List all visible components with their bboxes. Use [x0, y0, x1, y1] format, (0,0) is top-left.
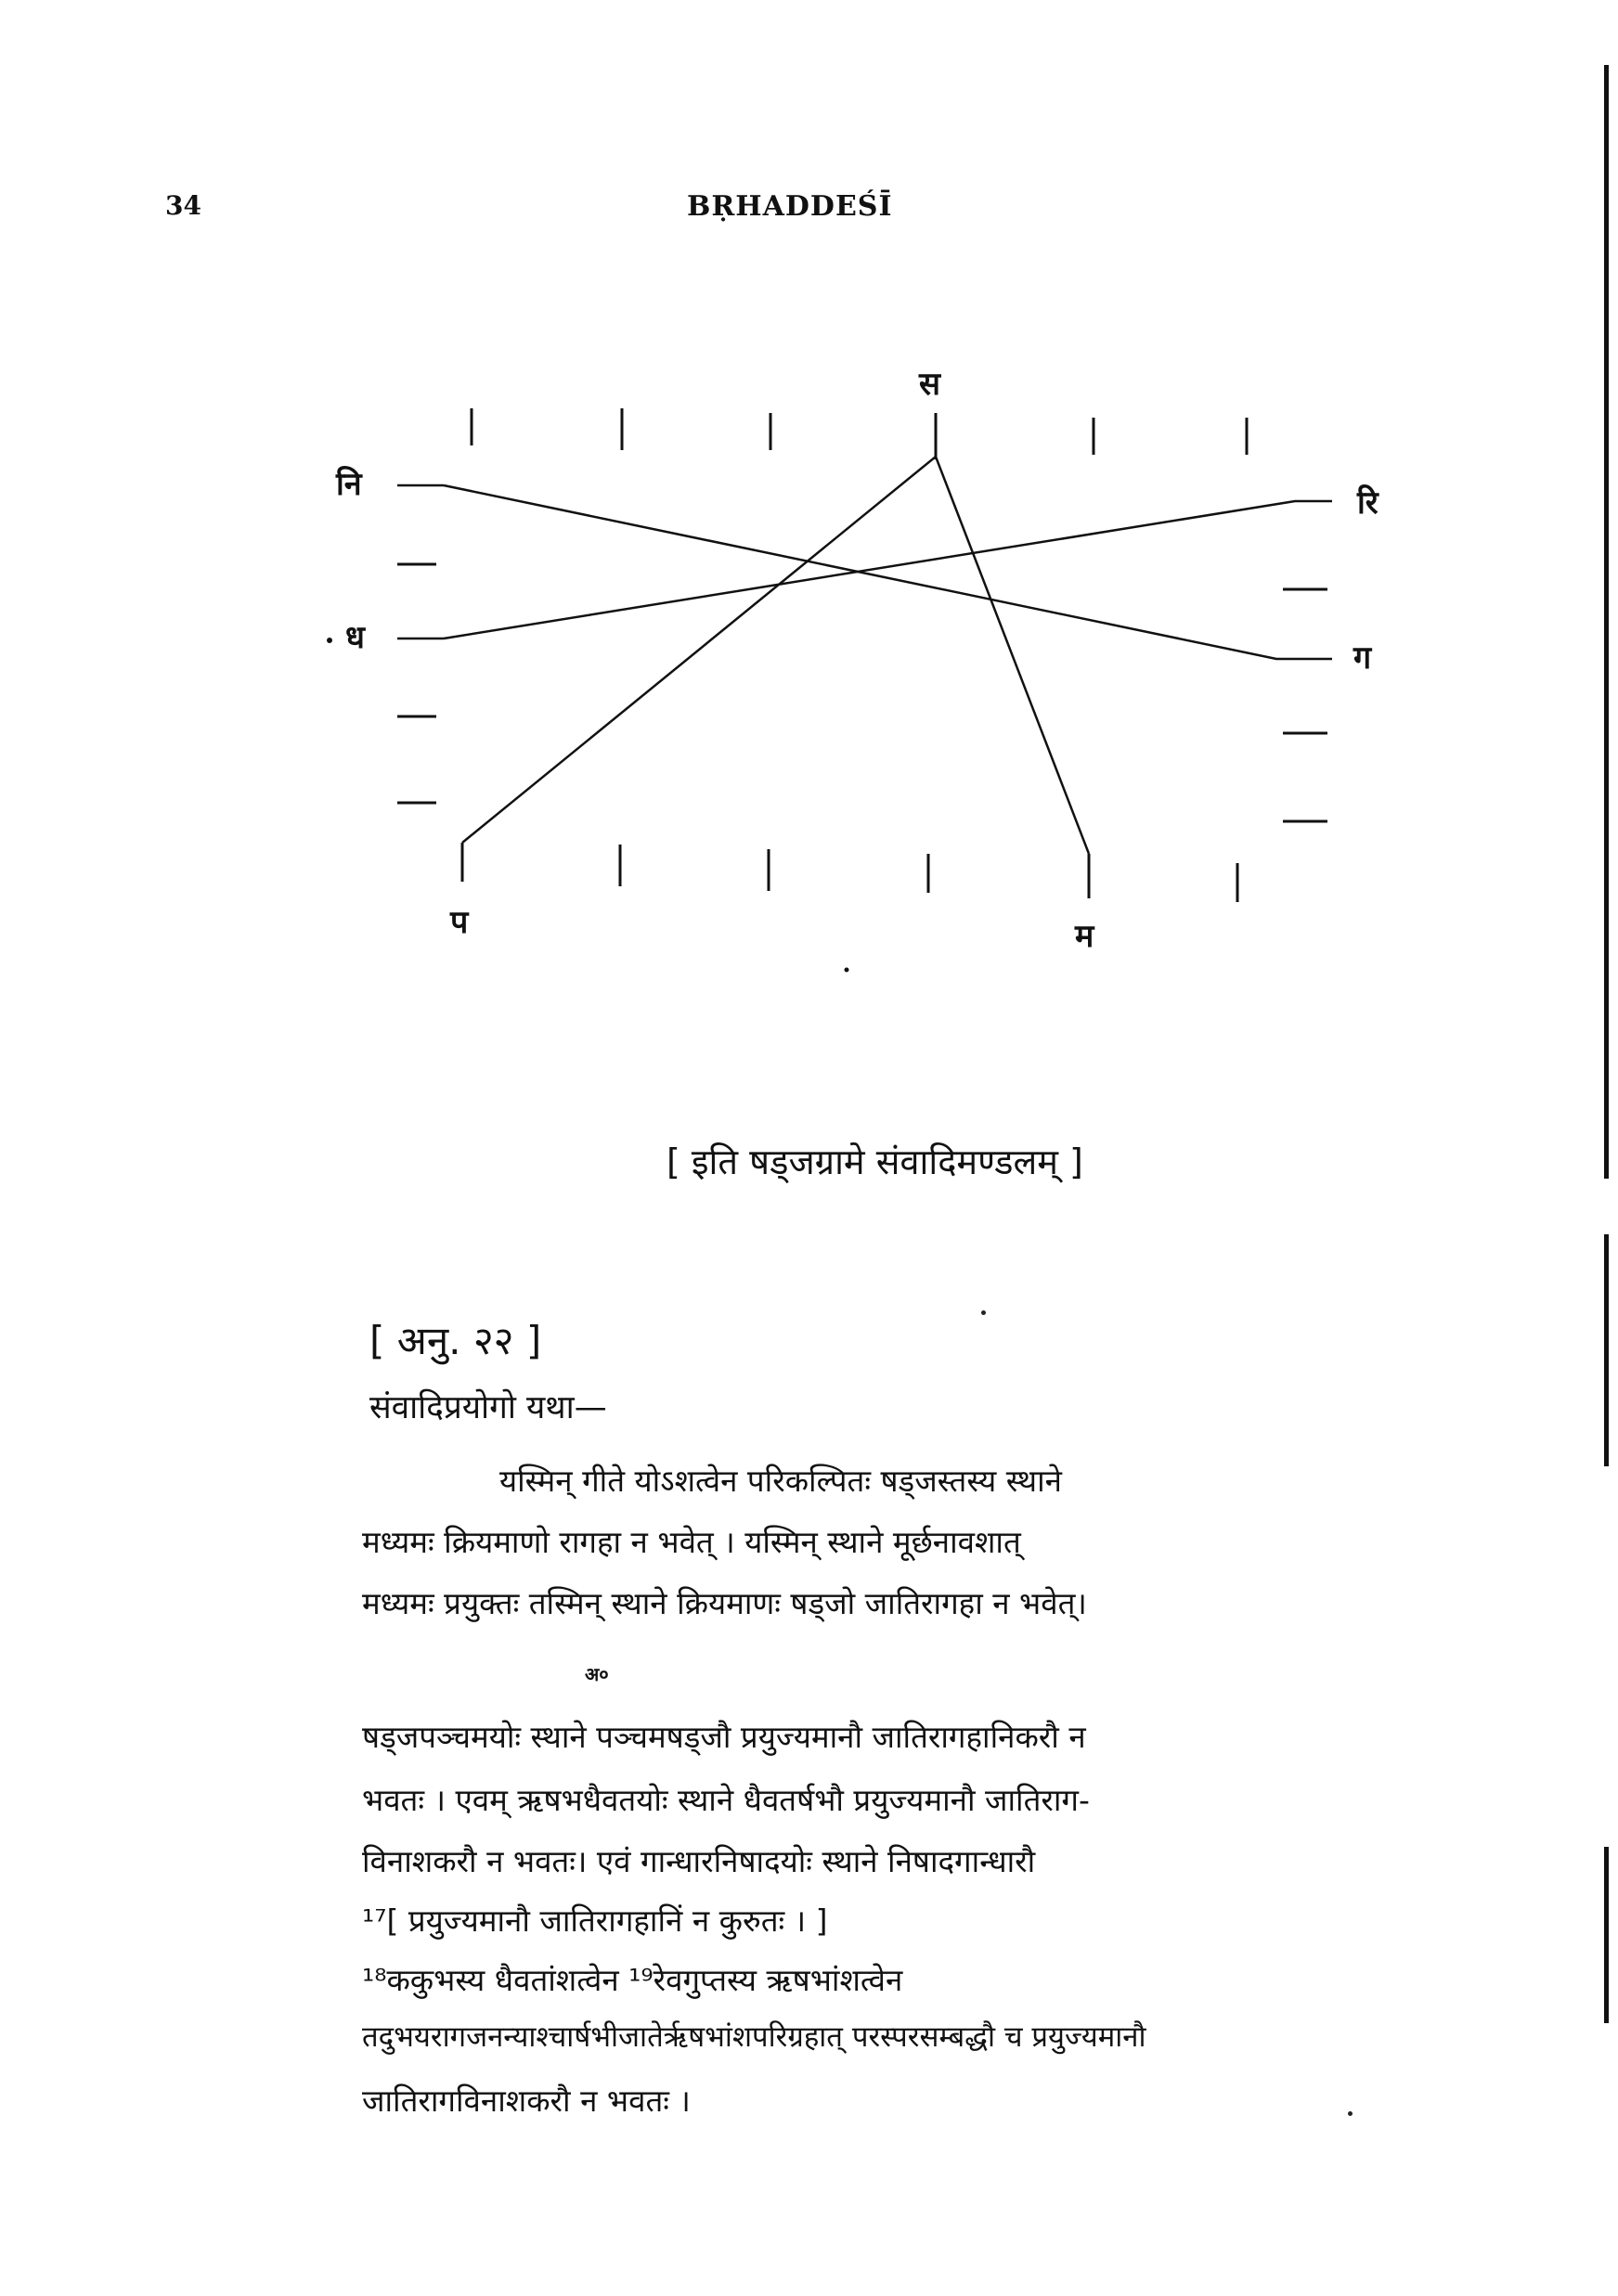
stray-dot [327, 638, 332, 643]
section-intro: संवादिप्रयोगो यथा— [369, 1389, 607, 1426]
text-line: ¹⁸ककुभस्य धैवतांशत्वेन ¹⁹रेवगुप्तस्य ऋषभांशत्वेन [362, 1962, 903, 1998]
text-line: तदुभयरागजनन्याश्चार्षभीजातेर्ऋषभांशपरिग्रहात् परस्परसम्बद्धौ च प्रयुज्यमानौ [362, 2020, 1146, 2054]
note-ri: रि [1357, 484, 1379, 522]
text-line: मध्यमः क्रियमाणो रागहा न भवेत् । यस्मिन् स्थाने मूर्छनावशात् [362, 1524, 1021, 1560]
note-dha: ध [345, 619, 365, 656]
text-line: यस्मिन् गीते योऽशत्वेन परिकल्पितः षड्जस्तस्य स्थाने [499, 1463, 1062, 1499]
stray-dot [1348, 2111, 1353, 2116]
section-heading: [ अनु. २२ ] [369, 1318, 542, 1363]
scan-edge-mark [1604, 1847, 1609, 2023]
text-line: विनाशकरौ न भवतः। एवं गान्धारनिषादयोः स्थाने निषादगान्धारौ [362, 1843, 1036, 1879]
note-pa: प [450, 904, 469, 941]
colophon: [ इति षड्जग्रामे संवादिमण्डलम् ] [667, 1142, 1083, 1182]
samvadi-mandala-diagram [0, 0, 1618, 1067]
scan-edge-mark [1604, 1234, 1609, 1466]
note-ma: म [1075, 918, 1094, 955]
note-ni: नि [336, 466, 362, 503]
samvadi-lines [397, 457, 1332, 854]
note-ga: ग [1353, 639, 1372, 677]
text-line: षड्जपञ्चमयोः स्थाने पञ्चमषड्जौ प्रयुज्यमानौ जातिरागहानिकरौ न [362, 1719, 1086, 1755]
stray-dot [981, 1310, 986, 1315]
stray-dot [845, 968, 849, 973]
text-line: जातिरागविनाशकरौ न भवतः । [362, 2083, 691, 2119]
running-title: BṚHADDEŚĪ [687, 190, 893, 223]
tick-marks [397, 408, 1327, 902]
note-sa: स [919, 366, 940, 403]
text-line: ¹⁷[ प्रयुज्यमानौ जातिरागहानिं न कुरुतः । ] [362, 1903, 828, 1939]
text-line: मध्यमः प्रयुक्तः तस्मिन् स्थाने क्रियमाणः षड्जो जातिरागहा न भवेत्। [362, 1585, 1087, 1621]
marginal-marker: अ० [585, 1663, 609, 1685]
text-line: भवतः । एवम् ऋषभधैवतयोः स्थाने धैवतर्षभौ प्रयुज्यमानौ जातिराग- [362, 1782, 1090, 1818]
page-number: 34 [165, 190, 201, 221]
